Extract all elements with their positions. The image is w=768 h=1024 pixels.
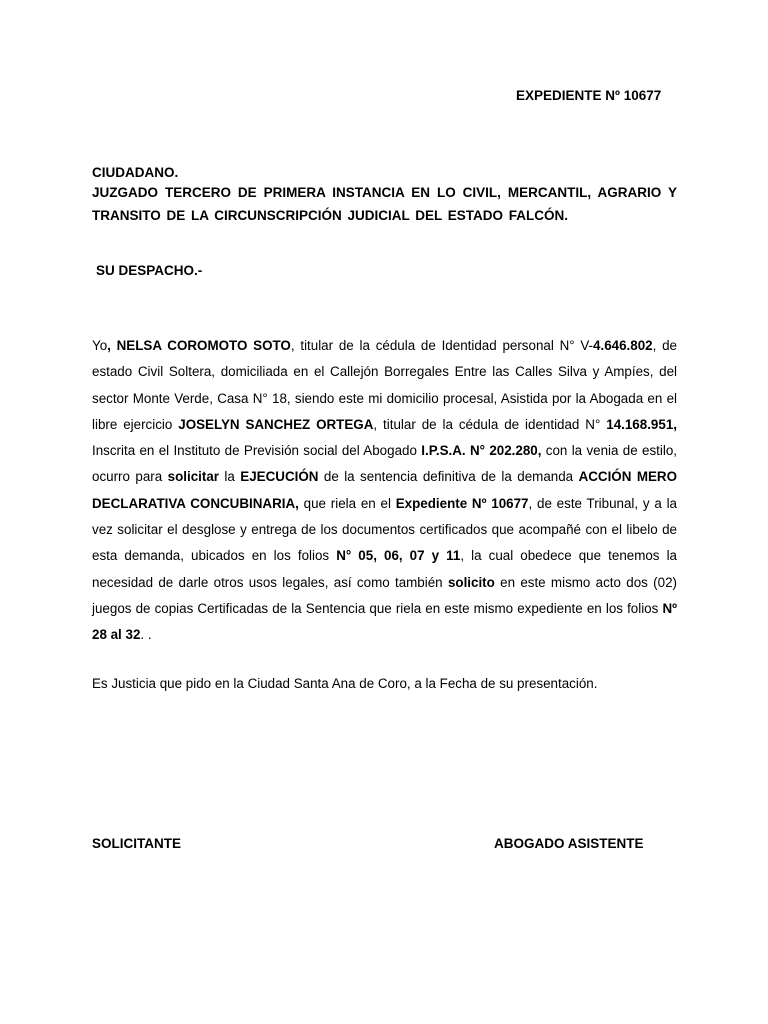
applicant-id: 4.646.802 bbox=[593, 338, 653, 353]
text-segment: Inscrita en el Instituto de Previsión social del Abogado bbox=[92, 443, 422, 459]
request-paragraph bbox=[92, 333, 677, 649]
text-segment: en este mismo acto dos (02) juegos de copias Certificadas de la Sentencia que riela en este mismo expediente en los folios bbox=[92, 574, 677, 616]
case-type: ACCIÓN MERO DECLARATIVA CONCUBINARIA, bbox=[92, 469, 678, 511]
addressee-title: CIUDADANO. bbox=[92, 165, 179, 180]
text-segment: Yo bbox=[92, 338, 108, 353]
signature-lawyer: ABOGADO ASISTENTE bbox=[494, 836, 644, 851]
text-segment: . . bbox=[140, 627, 152, 643]
text-segment: , la cual obedece que tenemos la necesidad de darle otros usos legales, así como también bbox=[92, 548, 678, 590]
emphasis-ejecucion: EJECUCIÓN bbox=[240, 469, 319, 485]
text-segment: de la sentencia definitiva de la demanda bbox=[318, 469, 579, 485]
text-segment: que riela en el bbox=[298, 495, 396, 511]
emphasis-solicito: solicito bbox=[447, 574, 495, 590]
addressee-block bbox=[92, 165, 677, 227]
case-reference: Expediente Nº 10677 bbox=[395, 495, 529, 511]
court-name: JUZGADO TERCERO DE PRIMERA INSTANCIA EN LO CIVIL, MERCANTIL, AGRARIO Y TRANSITO DE LA CIRCUNSCRIPCIÓN JUDICIAL DEL ESTADO FALCÓN. bbox=[92, 185, 677, 223]
text-segment: , de este Tribunal, y a la vez solicitar el desglose y entrega de los documentos certificados que acompañé con el libelo de esta demanda, ubicados en los folios bbox=[92, 495, 678, 564]
case-number: EXPEDIENTE Nº 10677 bbox=[516, 88, 662, 103]
text-segment: la bbox=[219, 469, 241, 485]
emphasis-solicitar: solicitar bbox=[167, 469, 219, 485]
text-segment: , titular de la cédula de Identidad personal N° V- bbox=[290, 338, 594, 353]
closing-line: Es Justicia que pido en la Ciudad Santa Ana de Coro, a la Fecha de su presentación. bbox=[92, 676, 598, 691]
text-segment: , de estado Civil Soltera, domiciliada en el Callejón Borregales Entre las Calles Silva y Ampíes, del sector Monte Verde, Casa N° 18, siendo este mi domicilio procesal, Asistida por la Abogada en el libre ejercicio bbox=[92, 338, 677, 432]
sentence-folios: Nº 28 al 32 bbox=[92, 600, 677, 643]
folio-numbers: N° 05, 06, 07 y 11 bbox=[336, 548, 461, 564]
signature-applicant: SOLICITANTE bbox=[92, 836, 181, 851]
ipsa-number: I.P.S.A. N° 202.280, bbox=[421, 443, 542, 459]
lawyer-id: 14.168.951, bbox=[606, 416, 677, 432]
su-despacho: SU DESPACHO.- bbox=[96, 263, 203, 278]
text-segment: , titular de la cédula de identidad N° bbox=[373, 416, 607, 432]
lawyer-name: JOSELYN SANCHEZ ORTEGA bbox=[178, 416, 374, 432]
applicant-name: , NELSA COROMOTO SOTO bbox=[107, 338, 291, 353]
text-segment: con la venia de estilo, ocurro para bbox=[92, 443, 677, 485]
